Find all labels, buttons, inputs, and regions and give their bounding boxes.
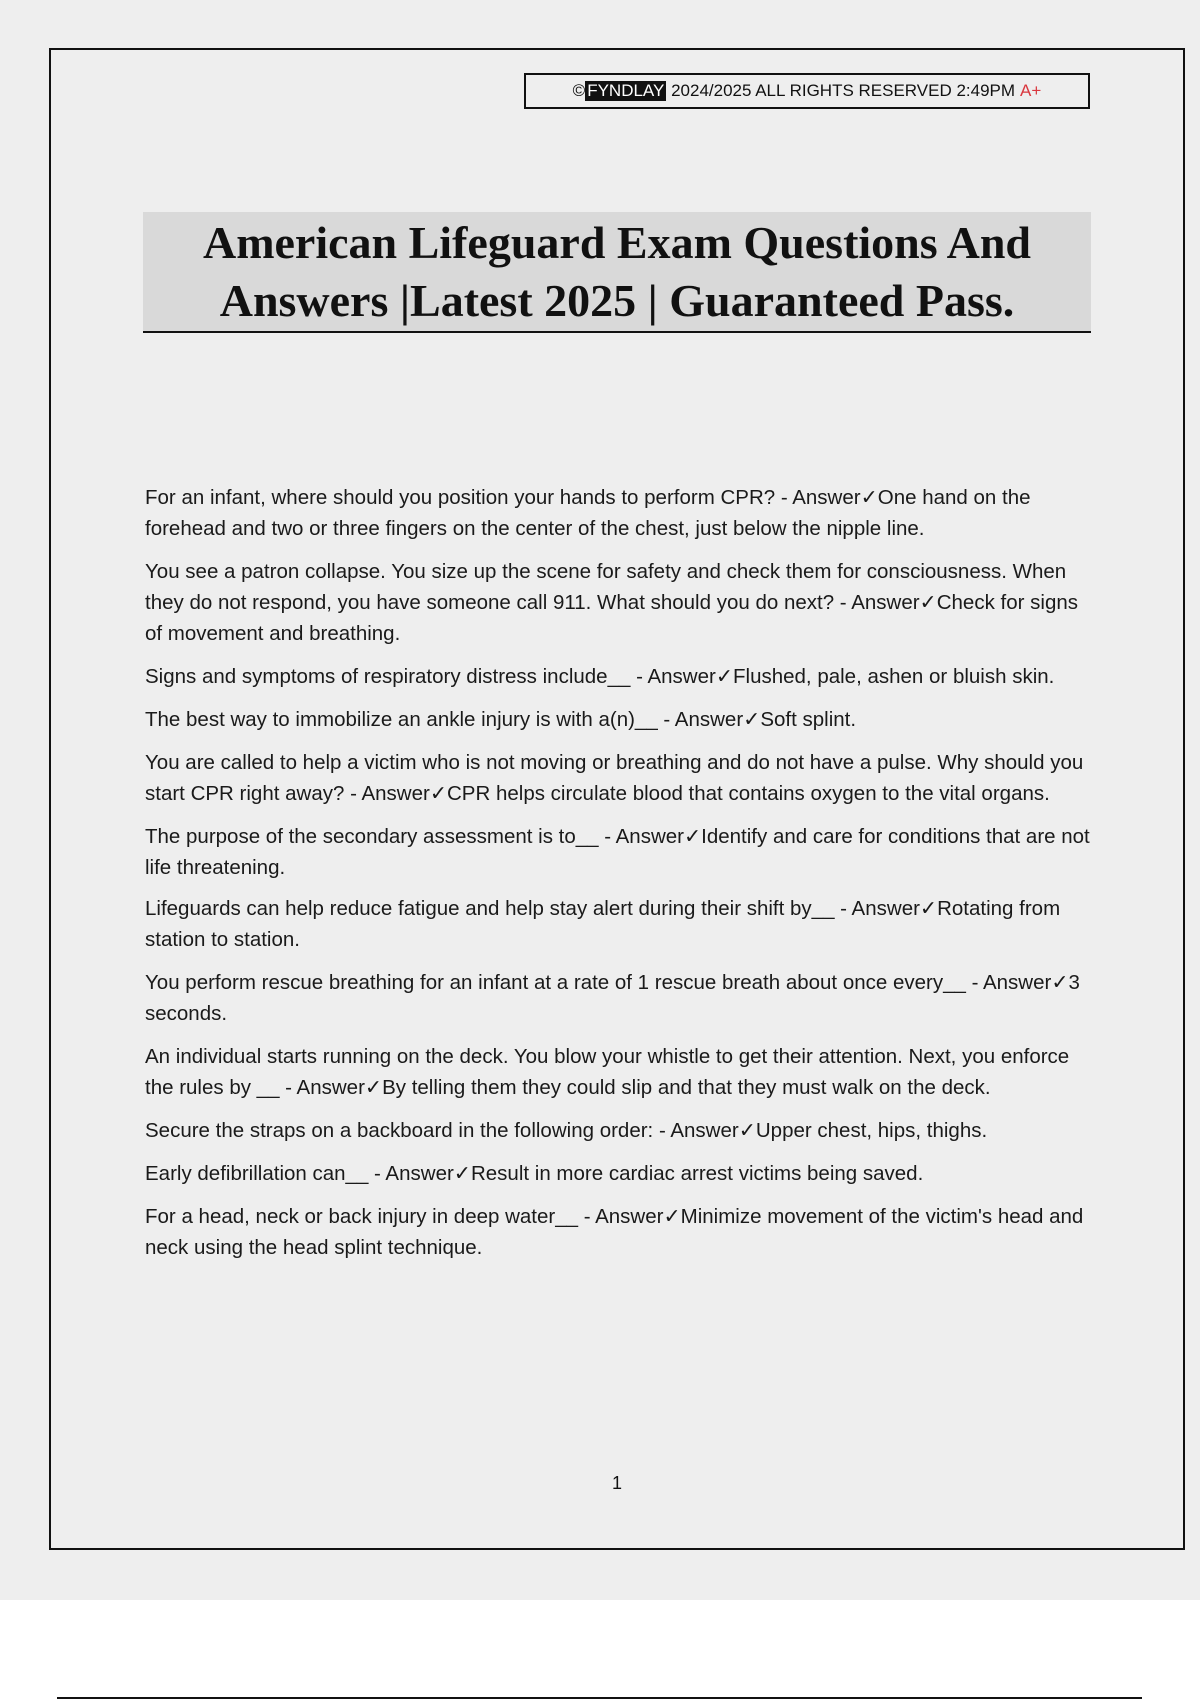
qa-item: Secure the straps on a backboard in the following order: - Answer✓Upper chest, hips, thighs.: [145, 1119, 988, 1142]
qa-item: The best way to immobilize an ankle injury is with a(n)__ - Answer✓Soft splint.: [145, 708, 857, 731]
qa-item: You perform rescue breathing for an infant at a rate of 1 rescue breath about once every__ - Answer✓3 seconds.: [145, 971, 1080, 1025]
qa-item: Early defibrillation can__ - Answer✓Result in more cardiac arrest victims being saved.: [145, 1162, 924, 1185]
bottom-rule: [57, 1697, 1142, 1699]
qa-item: An individual starts running on the deck. You blow your whistle to get their attention. Next, you enforce the rules by __ - Answer✓By telling them they could slip and that they must walk on the deck.: [145, 1045, 1070, 1099]
grade-badge: A+: [1020, 81, 1042, 100]
qa-item: You see a patron collapse. You size up the scene for safety and check them for consciousness. When they do not respond, you have someone call 911. What should you do next? - Answer✓Check for signs of movement and breathing.: [145, 560, 1079, 645]
page-number: 1: [611, 1473, 622, 1493]
qa-list: [145, 482, 1090, 1275]
qa-item: For a head, neck or back injury in deep water__ - Answer✓Minimize movement of the victim's head and neck using the head splint technique.: [145, 1205, 1084, 1259]
qa-item: For an infant, where should you position your hands to perform CPR? - Answer✓One hand on the forehead and two or three fingers on the center of the chest, just below the nipple line.: [145, 486, 1031, 540]
rights-text: 2024/2025 ALL RIGHTS RESERVED 2:49PM: [671, 81, 1016, 100]
qa-item: Signs and symptoms of respiratory distress include__ - Answer✓Flushed, pale, ashen or bluish skin.: [145, 665, 1055, 688]
qa-item: Lifeguards can help reduce fatigue and help stay alert during their shift by__ - Answer✓Rotating from station to station.: [145, 897, 1061, 951]
qa-item: You are called to help a victim who is not moving or breathing and do not have a pulse. Why should you start CPR right away? - Answer✓CPR helps circulate blood that contains oxygen to the vital organs.: [145, 751, 1084, 805]
document-title: American Lifeguard Exam Questions And Answers |Latest 2025 | Guaranteed Pass.: [202, 216, 1032, 326]
title-band: [143, 212, 1091, 333]
copyright-symbol: ©: [572, 81, 586, 100]
qa-item: The purpose of the secondary assessment is to__ - Answer✓Identify and care for conditions that are not life threatening.: [145, 825, 1090, 879]
copyright-header: [524, 73, 1090, 109]
brand-name: FYNDLAY: [587, 81, 665, 100]
